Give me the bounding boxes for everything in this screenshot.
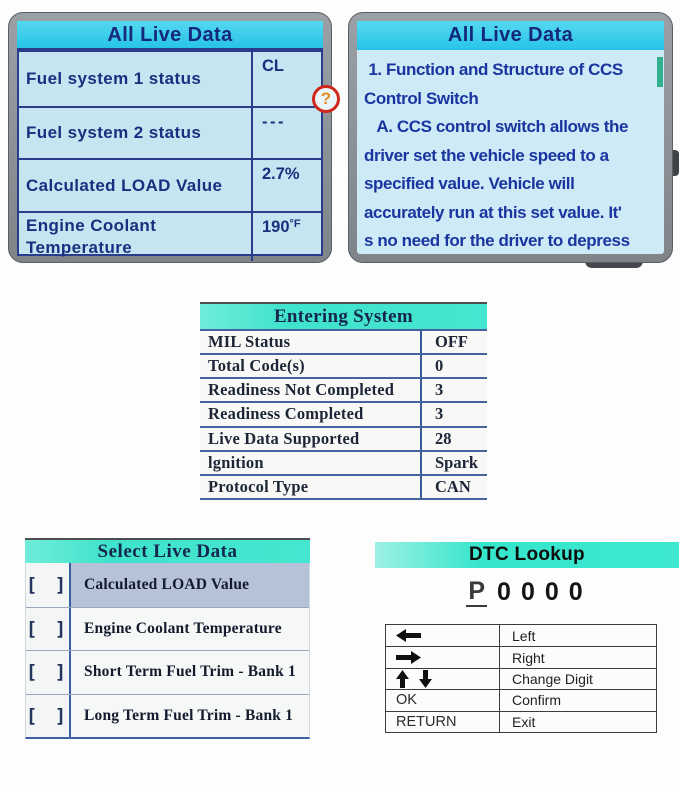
text-line: 1. Function and Structure of CCS [364, 60, 623, 79]
help-icon[interactable] [312, 85, 340, 113]
row-value: 2.7% [251, 160, 321, 211]
key-label-return: RETURN [396, 713, 457, 730]
dtc-code-entry[interactable] [375, 577, 679, 607]
dtc-code-digit[interactable]: 0 [520, 577, 535, 606]
row-value: $190^{^\circ F}$ [251, 213, 321, 261]
checkbox[interactable] [26, 608, 71, 651]
table-row [19, 211, 321, 261]
checkbox-brackets-icon: [ ] [25, 704, 70, 727]
item-label: Short Term Fuel Trim - Bank 1 [84, 663, 296, 681]
key-action: Left [512, 627, 536, 644]
row-label: Protocol Type [200, 476, 422, 498]
dtc-code-digit[interactable]: 0 [497, 577, 511, 606]
table-row [200, 476, 487, 500]
row-value: CL [251, 52, 321, 106]
arrow-right-icon [396, 651, 421, 664]
key-action: Exit [512, 713, 536, 730]
key-action: Confirm [512, 692, 562, 709]
table-row [200, 331, 487, 355]
row-label: Fuel system 1 status [26, 69, 202, 88]
checkbox[interactable] [26, 563, 71, 607]
row-label: Calculated LOAD Value [26, 175, 223, 195]
text-line: driver set the vehicle speed to a [364, 145, 609, 165]
checkbox-brackets-icon: [ ] [25, 573, 70, 596]
list-item[interactable] [26, 650, 309, 694]
help-text-body [357, 50, 664, 256]
table-title: Entering System [200, 302, 487, 329]
key-cell [386, 625, 500, 646]
key-row [386, 668, 656, 689]
entering-system-table [200, 302, 487, 500]
arrow-down-icon [419, 670, 432, 688]
table-row [200, 379, 487, 403]
live-data-table [17, 50, 323, 256]
key-row [386, 711, 656, 732]
list-item[interactable] [26, 563, 309, 607]
row-label: MIL Status [200, 331, 422, 353]
table-row [19, 52, 321, 106]
key-row [386, 646, 656, 667]
screen-title: All Live Data [357, 21, 664, 50]
screen [17, 21, 332, 257]
screen [357, 21, 664, 254]
row-value: 3 [435, 380, 444, 400]
key-cell [386, 669, 500, 689]
key-row [386, 689, 656, 710]
key-action: Right [512, 649, 545, 666]
arrow-up-icon [396, 670, 409, 688]
arrow-left-icon [396, 629, 421, 642]
checkbox-brackets-icon: [ ] [25, 617, 70, 640]
checkbox[interactable] [26, 651, 71, 694]
text-line: accurately run at this set value. It' [364, 202, 622, 222]
dtc-code-digit[interactable]: 0 [568, 577, 583, 606]
table-row [200, 452, 487, 476]
row-value: CAN [435, 476, 471, 496]
row-label: Fuel system 2 status [26, 123, 202, 142]
dtc-code-prefix-cursor[interactable]: P [468, 576, 486, 605]
item-label: Calculated LOAD Value [71, 563, 309, 607]
key-cell [386, 712, 500, 732]
row-label: Total Code(s) [200, 355, 422, 377]
row-value: 3 [435, 404, 444, 424]
text-line: A. CCS control switch allows the [364, 117, 629, 136]
select-live-data-panel [25, 538, 310, 739]
checkbox-brackets-icon: [ ] [25, 661, 70, 684]
table-row [200, 428, 487, 452]
text-line: Control Switch [364, 88, 479, 108]
screen-title: All Live Data [17, 21, 323, 50]
checkbox[interactable] [26, 695, 71, 738]
table-rows [200, 329, 487, 500]
table-row [200, 403, 487, 427]
key-cell [386, 647, 500, 667]
dtc-lookup-panel [375, 542, 679, 733]
row-value: Spark [435, 452, 479, 472]
question-mark: ? [320, 89, 332, 108]
row-label: Live Data Supported [200, 428, 422, 450]
panel-title: DTC Lookup [375, 542, 679, 568]
panel-title: Select Live Data [25, 538, 310, 563]
row-label: Readiness Completed [200, 403, 422, 425]
row-value: 28 [435, 428, 452, 448]
row-label: lgnition [200, 452, 422, 474]
row-label: Engine Coolant Temperature [26, 216, 157, 257]
table-row [19, 106, 321, 158]
key-legend-table [385, 624, 657, 733]
row-label: Readiness Not Completed [200, 379, 422, 401]
row-value: 0 [435, 356, 444, 376]
table-row [200, 355, 487, 379]
key-label-ok: OK [396, 692, 417, 709]
key-action: Change Digit [512, 670, 593, 687]
row-value: --- [251, 108, 321, 158]
text-line: specified value. Vehicle will [364, 174, 575, 193]
live-data-table-screen [8, 12, 332, 263]
scrollbar-thumb[interactable] [657, 57, 663, 87]
text-line: s no need for the driver to depress [364, 231, 630, 250]
dtc-code-digit[interactable]: 0 [544, 577, 559, 606]
item-label: Engine Coolant Temperature [84, 619, 282, 637]
table-row [19, 158, 321, 211]
row-value: OFF [435, 332, 468, 352]
list-item[interactable] [26, 607, 309, 651]
list-item[interactable] [26, 694, 309, 738]
item-label: Long Term Fuel Trim - Bank 1 [84, 706, 294, 724]
live-data-text-screen [348, 12, 673, 263]
select-list [25, 563, 310, 739]
key-row [386, 625, 656, 646]
key-cell [386, 690, 500, 710]
